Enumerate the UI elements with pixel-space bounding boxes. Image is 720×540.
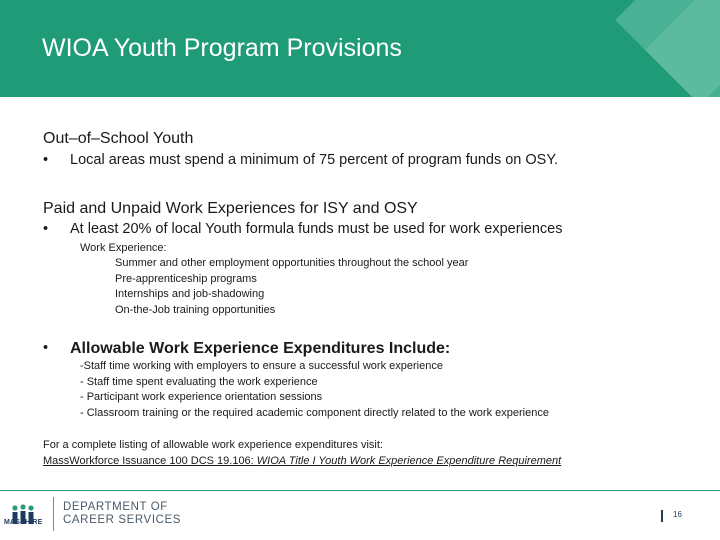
reference-link-italic[interactable]: WIOA Title I Youth Work Experience Expenditure Requirement [256, 455, 562, 467]
department-name [63, 501, 181, 527]
work-experience-item: Pre-apprenticeship programs [115, 273, 257, 285]
section-heading-osy: Out–of–School Youth [43, 130, 194, 147]
reference-link-text[interactable]: MassWorkforce Issuance 100 DCS 19.106: [43, 455, 257, 467]
bullet-glyph: • [43, 221, 49, 237]
slide-title: WIOA Youth Program Provisions [42, 34, 402, 62]
reference-link[interactable] [43, 454, 561, 470]
header-banner [0, 0, 720, 97]
expenditure-item: - Staff time spent evaluating the work experience [80, 376, 318, 388]
bullet-glyph: • [43, 340, 49, 356]
department-line-2: CAREER SERVICES [63, 514, 182, 526]
department-line-1: DEPARTMENT OF [63, 501, 168, 513]
work-experience-item: Internships and job-shadowing [115, 288, 265, 300]
expenditure-item: - Classroom training or the required academic component directly related to the work experience [80, 407, 549, 419]
footer-divider [0, 490, 720, 491]
masshire-logo-icon [5, 497, 41, 535]
logo-text: MASSHIRE [4, 519, 43, 526]
bullet-glyph: • [43, 152, 49, 168]
page-number-marker [661, 510, 663, 522]
bullet-text: Local areas must spend a minimum of 75 percent of program funds on OSY. [70, 152, 559, 168]
page-number: 16 [673, 510, 682, 519]
work-experience-label: Work Experience: [80, 242, 167, 254]
expenditure-item: - Participant work experience orientation sessions [80, 391, 323, 403]
header-decoration [615, 0, 720, 97]
bullet-text: At least 20% of local Youth formula funds must be used for work experiences [70, 221, 563, 237]
footer-vertical-divider [53, 497, 54, 531]
section-heading-work-experience: Paid and Unpaid Work Experiences for ISY and OSY [43, 200, 418, 217]
expenditure-item: -Staff time working with employers to ensure a successful work experience [80, 360, 443, 372]
expenditures-heading: Allowable Work Experience Expenditures Include: [70, 340, 451, 357]
work-experience-item: Summer and other employment opportunities throughout the school year [115, 257, 469, 269]
reference-intro: For a complete listing of allowable work experience expenditures visit: [43, 439, 383, 451]
work-experience-item: On-the-Job training opportunities [115, 304, 276, 316]
